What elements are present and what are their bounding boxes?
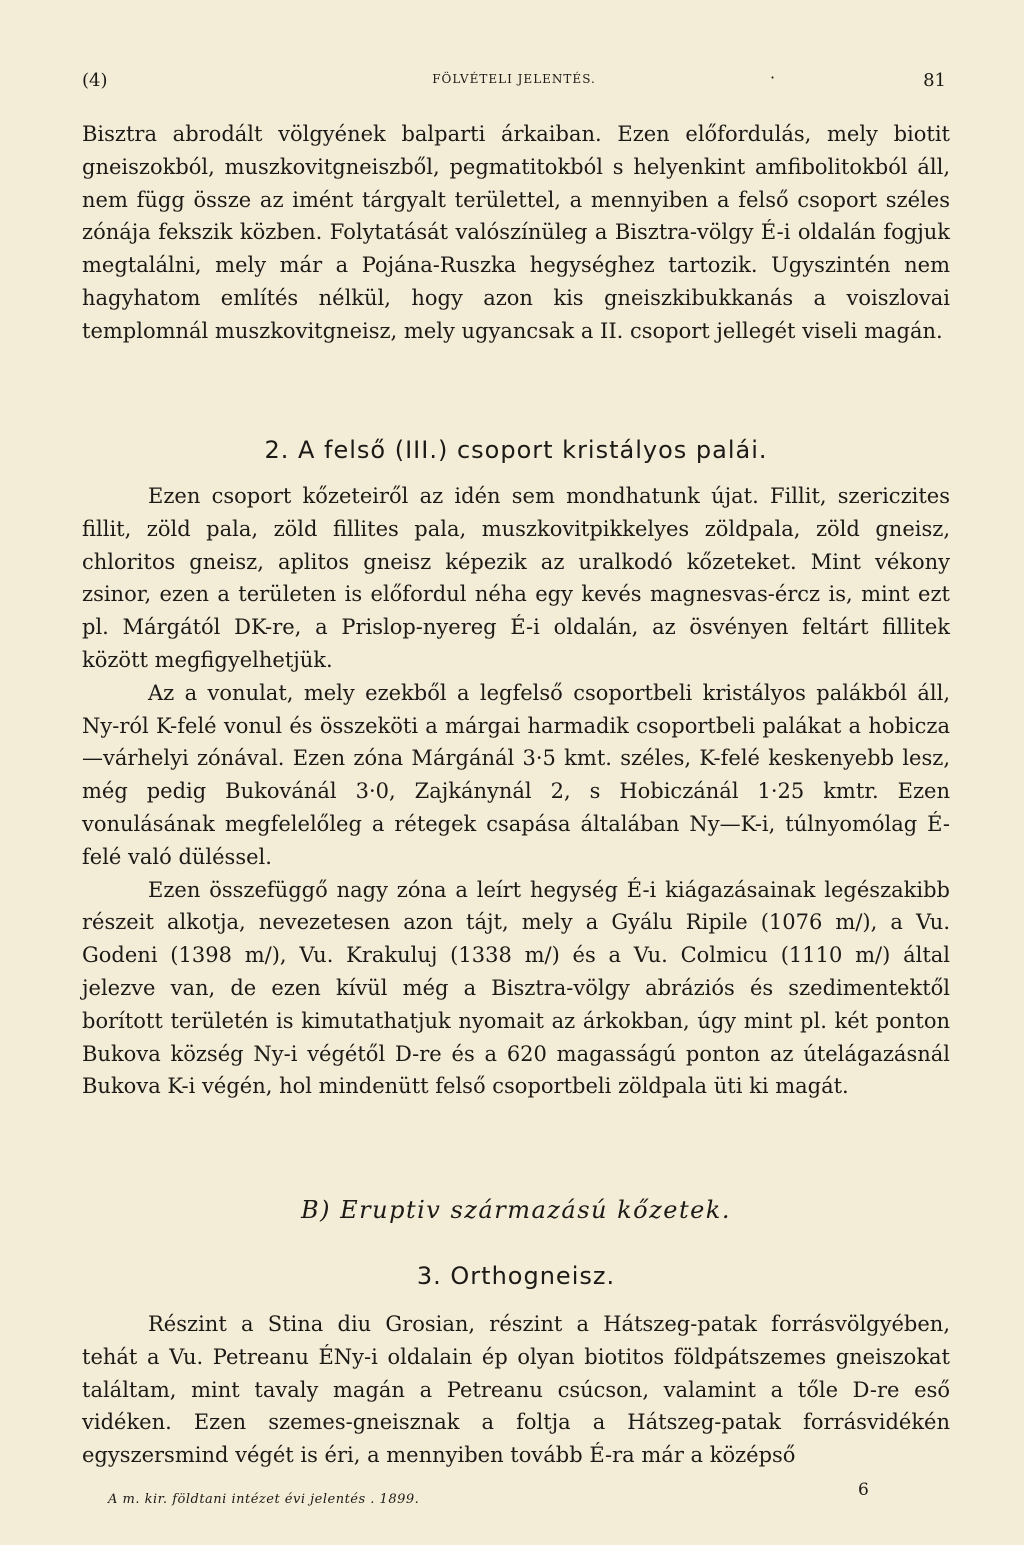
paragraph: Bisztra abrodált völgyének balparti árkaiban. Ezen előfordulás, mely biotit gneiszokból, muszkovitgneiszből, pegmatitokból s helyenkint amfibolitokból áll, nem függ össze az imént tárgyalt területtel, a mennyiben a felső csoport széles zónája fekszik közben. Folytatását valószínüleg a Bisztra-völgy É-i oldalán fogjuk megtalálni, mely már a Pojána-Ruszka hegységhez tartozik. Ugyszintén nem hagyhatom említés nélkül, hogy azon kis gneiszkibukkanás a voiszlovai templomnál muszkovitgneisz, mely ugyancsak a II. csoport jellegét viseli magán.: [82, 122, 950, 343]
footer-signature: 6: [858, 1480, 869, 1500]
section3-block: [82, 1308, 950, 1472]
section1-block: [82, 118, 950, 348]
section2-heading: 2. A felső (III.) csoport kristályos palái.: [264, 436, 768, 464]
paragraph: Részint a Stina diu Grosian, részint a Hátszeg-patak forrásvölgyében, tehát a Vu. Petreanu ÉNy-i oldalain ép olyan biotitos földpátszemes gneiszokat találtam, mint tavaly magán a Petreanu csúcson, valamint a tőle D-re eső vidéken. Ezen szemes-gneisznak a foltja a Hátszeg-patak forrásvidékén egyszersmind végét is éri, a mennyiben tovább É-ra már a középső: [82, 1312, 950, 1468]
paragraph: Az a vonulat, mely ezekből a legfelső csoportbeli kristályos palákból áll, Ny-ról K-felé vonul és összeköti a márgai harmadik csoportbeli palákat a hobicza—várhelyi zónával. Ezen zóna Márgánál 3·5 kmt. széles, K-felé keskenyebb lesz, még pedig Bukovánál 3·0, Zajkánynál 2, s Hobiczánál 1·25 kmtr. Ezen vonulásának megfelelőleg a rétegek csapása általában Ny—K-i, túlnyomólag É-felé való düléssel.: [82, 680, 950, 869]
header-running-title: FÖLVÉTELI JELENTÉS.: [432, 72, 596, 86]
header-page-number: 81: [923, 70, 946, 91]
footer-source: A m. kir. földtani intézet évi jelentés . 1899.: [108, 1492, 420, 1507]
paragraph: Ezen csoport kőzeteiről az idén sem mondhatunk újat. Fillit, szericzites fillit, zöld pala, zöld fillites pala, muszkovitpikkelyes zöldpala, zöld gneisz, chloritos gneisz, aplitos gneisz képezik az uralkodó kőzeteket. Mint vékony zsinor, ezen a területen is előfordul néha egy kevés magnesvas-ércz is, mint ezt pl. Márgától DK-re, a Prislop-nyereg É-i oldalán, az ösvényen feltárt fillitek között megfigyelhetjük.: [82, 484, 950, 672]
running-header: [82, 70, 946, 100]
section2-block: [82, 480, 950, 1103]
paragraph: Ezen összefüggő nagy zóna a leírt hegység É-i kiágazásainak legészakibb részeit alkotja, nevezetesen azon tájt, mely a Gyálu Ripile (1076 m/), a Vu. Godeni (1398 m/), Vu. Krakuluj (1338 m/) és a Vu. Colmicu (1110 m/) által jelezve van, de ezen kívül még a Bisztra-völgy abráziós és szedimentektől borított területén is kimutathatjuk nyomait az árkokban, úgy mint pl. két ponton Bukova község Ny-i végétől D-re és a 620 magasságú ponton az útelágazásnál Bukova K-i végén, hol mindenütt felső csoportbeli zöldpala üti ki magát.: [82, 877, 950, 1099]
header-page-ref: (4): [82, 70, 108, 91]
sectionB-heading: B) Eruptiv származású kőzetek.: [301, 1196, 731, 1224]
section3-heading: 3. Orthogneisz.: [416, 1262, 616, 1290]
header-dot: ·: [770, 68, 776, 87]
